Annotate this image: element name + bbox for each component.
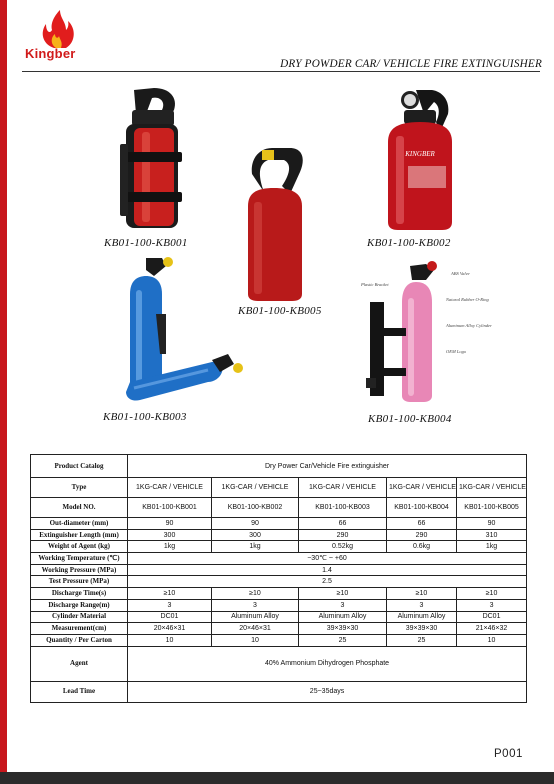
annotation-bracket: Plastic Bracket xyxy=(361,282,389,287)
row-label: Working Pressure (MPa) xyxy=(31,564,128,576)
table-row xyxy=(31,576,527,588)
table-cell: 300 xyxy=(128,529,212,541)
row-label: Agent xyxy=(31,646,128,681)
row-label: Quantity / Per Carton xyxy=(31,634,128,646)
product-caption-kb004: KB01-100-KB004 xyxy=(368,413,452,425)
model-cell: KB01-100-KB001 xyxy=(128,498,212,518)
table-cell: 290 xyxy=(387,529,457,541)
table-cell: 1kg xyxy=(457,541,527,553)
type-cell: 1KG-CAR / VEHICLE xyxy=(128,478,212,498)
table-cell: Aluminum Alloy xyxy=(387,611,457,623)
model-cell: KB01-100-KB005 xyxy=(457,498,527,518)
row-label: Type xyxy=(31,478,128,498)
table-cell: 290 xyxy=(299,529,387,541)
table-cell: ≥10 xyxy=(387,588,457,600)
table-cell: −30℃ ~ +60 xyxy=(128,553,527,565)
table-cell: 300 xyxy=(212,529,299,541)
table-cell: 39×39×30 xyxy=(387,623,457,635)
extinguisher-kb004-image xyxy=(364,258,440,406)
annotation-valve: ABS Valve xyxy=(451,271,470,276)
table-cell: 1kg xyxy=(212,541,299,553)
table-cell: 1kg xyxy=(128,541,212,553)
model-cell: KB01-100-KB004 xyxy=(387,498,457,518)
table-cell: 21×46×32 xyxy=(457,623,527,635)
table-cell: 2.5 xyxy=(128,576,527,588)
header-divider xyxy=(22,71,540,72)
table-cell: DC01 xyxy=(457,611,527,623)
product-caption-kb002: KB01-100-KB002 xyxy=(367,237,451,249)
type-cell: 1KG-CAR / VEHICLE xyxy=(299,478,387,498)
row-label: Working Temperature (℃) xyxy=(31,553,128,565)
type-cell: 1KG-CAR / VEHICLE xyxy=(457,478,527,498)
specification-table xyxy=(30,454,527,703)
table-cell: 3 xyxy=(128,599,212,611)
model-cell: KB01-100-KB003 xyxy=(299,498,387,518)
table-row xyxy=(31,623,527,635)
table-row xyxy=(31,588,527,600)
page-title: DRY POWDER CAR/ VEHICLE FIRE EXTINGUISHER xyxy=(280,58,542,70)
row-label: Test Pressure (MPa) xyxy=(31,576,128,588)
table-row xyxy=(31,564,527,576)
row-label: Discharge Range(m) xyxy=(31,599,128,611)
side-accent-bar xyxy=(0,0,7,784)
table-cell: DC01 xyxy=(128,611,212,623)
page-number: P001 xyxy=(494,748,523,760)
model-cell: KB01-100-KB002 xyxy=(212,498,299,518)
table-cell: ≥10 xyxy=(457,588,527,600)
table-row xyxy=(31,634,527,646)
table-row xyxy=(31,529,527,541)
extinguisher-kb003-image xyxy=(116,254,246,406)
table-cell: 3 xyxy=(387,599,457,611)
catalog-label: Product Catalog xyxy=(31,455,128,478)
table-cell: Aluminum Alloy xyxy=(212,611,299,623)
table-cell: 1.4 xyxy=(128,564,527,576)
product-caption-kb005: KB01-100-KB005 xyxy=(238,305,322,317)
table-cell: 0.52kg xyxy=(299,541,387,553)
table-row xyxy=(31,541,527,553)
table-cell: 90 xyxy=(457,518,527,530)
extinguisher-kb005-image xyxy=(240,144,310,302)
table-row xyxy=(31,611,527,623)
type-cell: 1KG-CAR / VEHICLE xyxy=(212,478,299,498)
product-caption-kb001: KB01-100-KB001 xyxy=(104,237,188,249)
annotation-oring: Natural Rubber O-Ring xyxy=(446,297,489,302)
catalog-title: Dry Power Car/Vehicle Fire extinguisher xyxy=(128,455,527,478)
table-cell: 3 xyxy=(457,599,527,611)
extinguisher-kb001-image xyxy=(112,84,192,232)
table-row xyxy=(31,599,527,611)
footer-bar xyxy=(0,772,554,784)
row-label: Cylinder Material xyxy=(31,611,128,623)
table-row xyxy=(31,498,527,518)
table-cell: 3 xyxy=(212,599,299,611)
table-cell: 25 xyxy=(387,634,457,646)
table-cell: Aluminum Alloy xyxy=(299,611,387,623)
table-row xyxy=(31,518,527,530)
row-label: Extinguisher Length (mm) xyxy=(31,529,128,541)
row-label: Discharge Time(s) xyxy=(31,588,128,600)
table-cell: 10 xyxy=(212,634,299,646)
table-cell: ≥10 xyxy=(299,588,387,600)
table-row xyxy=(31,455,527,478)
product-caption-kb003: KB01-100-KB003 xyxy=(103,411,187,423)
table-cell: 66 xyxy=(387,518,457,530)
table-cell: 40% Ammonium Dihydrogen Phosphate xyxy=(128,646,527,681)
row-label: Measurement(cm) xyxy=(31,623,128,635)
table-row xyxy=(31,553,527,565)
row-label: Out-diameter (mm) xyxy=(31,518,128,530)
table-cell: 90 xyxy=(212,518,299,530)
table-cell: 20×46×31 xyxy=(212,623,299,635)
table-cell: 90 xyxy=(128,518,212,530)
table-cell: ≥10 xyxy=(212,588,299,600)
table-cell: 20×46×31 xyxy=(128,623,212,635)
row-label: Weight of Agent (kg) xyxy=(31,541,128,553)
annotation-cylinder: Aluminum Alloy Cylinder xyxy=(446,323,492,328)
table-row xyxy=(31,681,527,702)
brand-name: Kingber xyxy=(25,46,76,61)
table-cell: 10 xyxy=(457,634,527,646)
row-label: Model NO. xyxy=(31,498,128,518)
type-cell: 1KG-CAR / VEHICLE xyxy=(387,478,457,498)
table-cell: 25 xyxy=(299,634,387,646)
table-cell: 25~35days xyxy=(128,681,527,702)
table-cell: 3 xyxy=(299,599,387,611)
table-row xyxy=(31,478,527,498)
table-cell: 10 xyxy=(128,634,212,646)
table-row xyxy=(31,646,527,681)
table-cell: 0.6kg xyxy=(387,541,457,553)
row-label: Lead Time xyxy=(31,681,128,702)
table-cell: ≥10 xyxy=(128,588,212,600)
table-cell: 310 xyxy=(457,529,527,541)
kb002-label-text: KINGBER xyxy=(405,150,435,158)
annotation-logo: OEM Logo xyxy=(446,349,467,354)
table-cell: 66 xyxy=(299,518,387,530)
extinguisher-kb002-image xyxy=(380,84,460,232)
table-cell: 39×39×30 xyxy=(299,623,387,635)
